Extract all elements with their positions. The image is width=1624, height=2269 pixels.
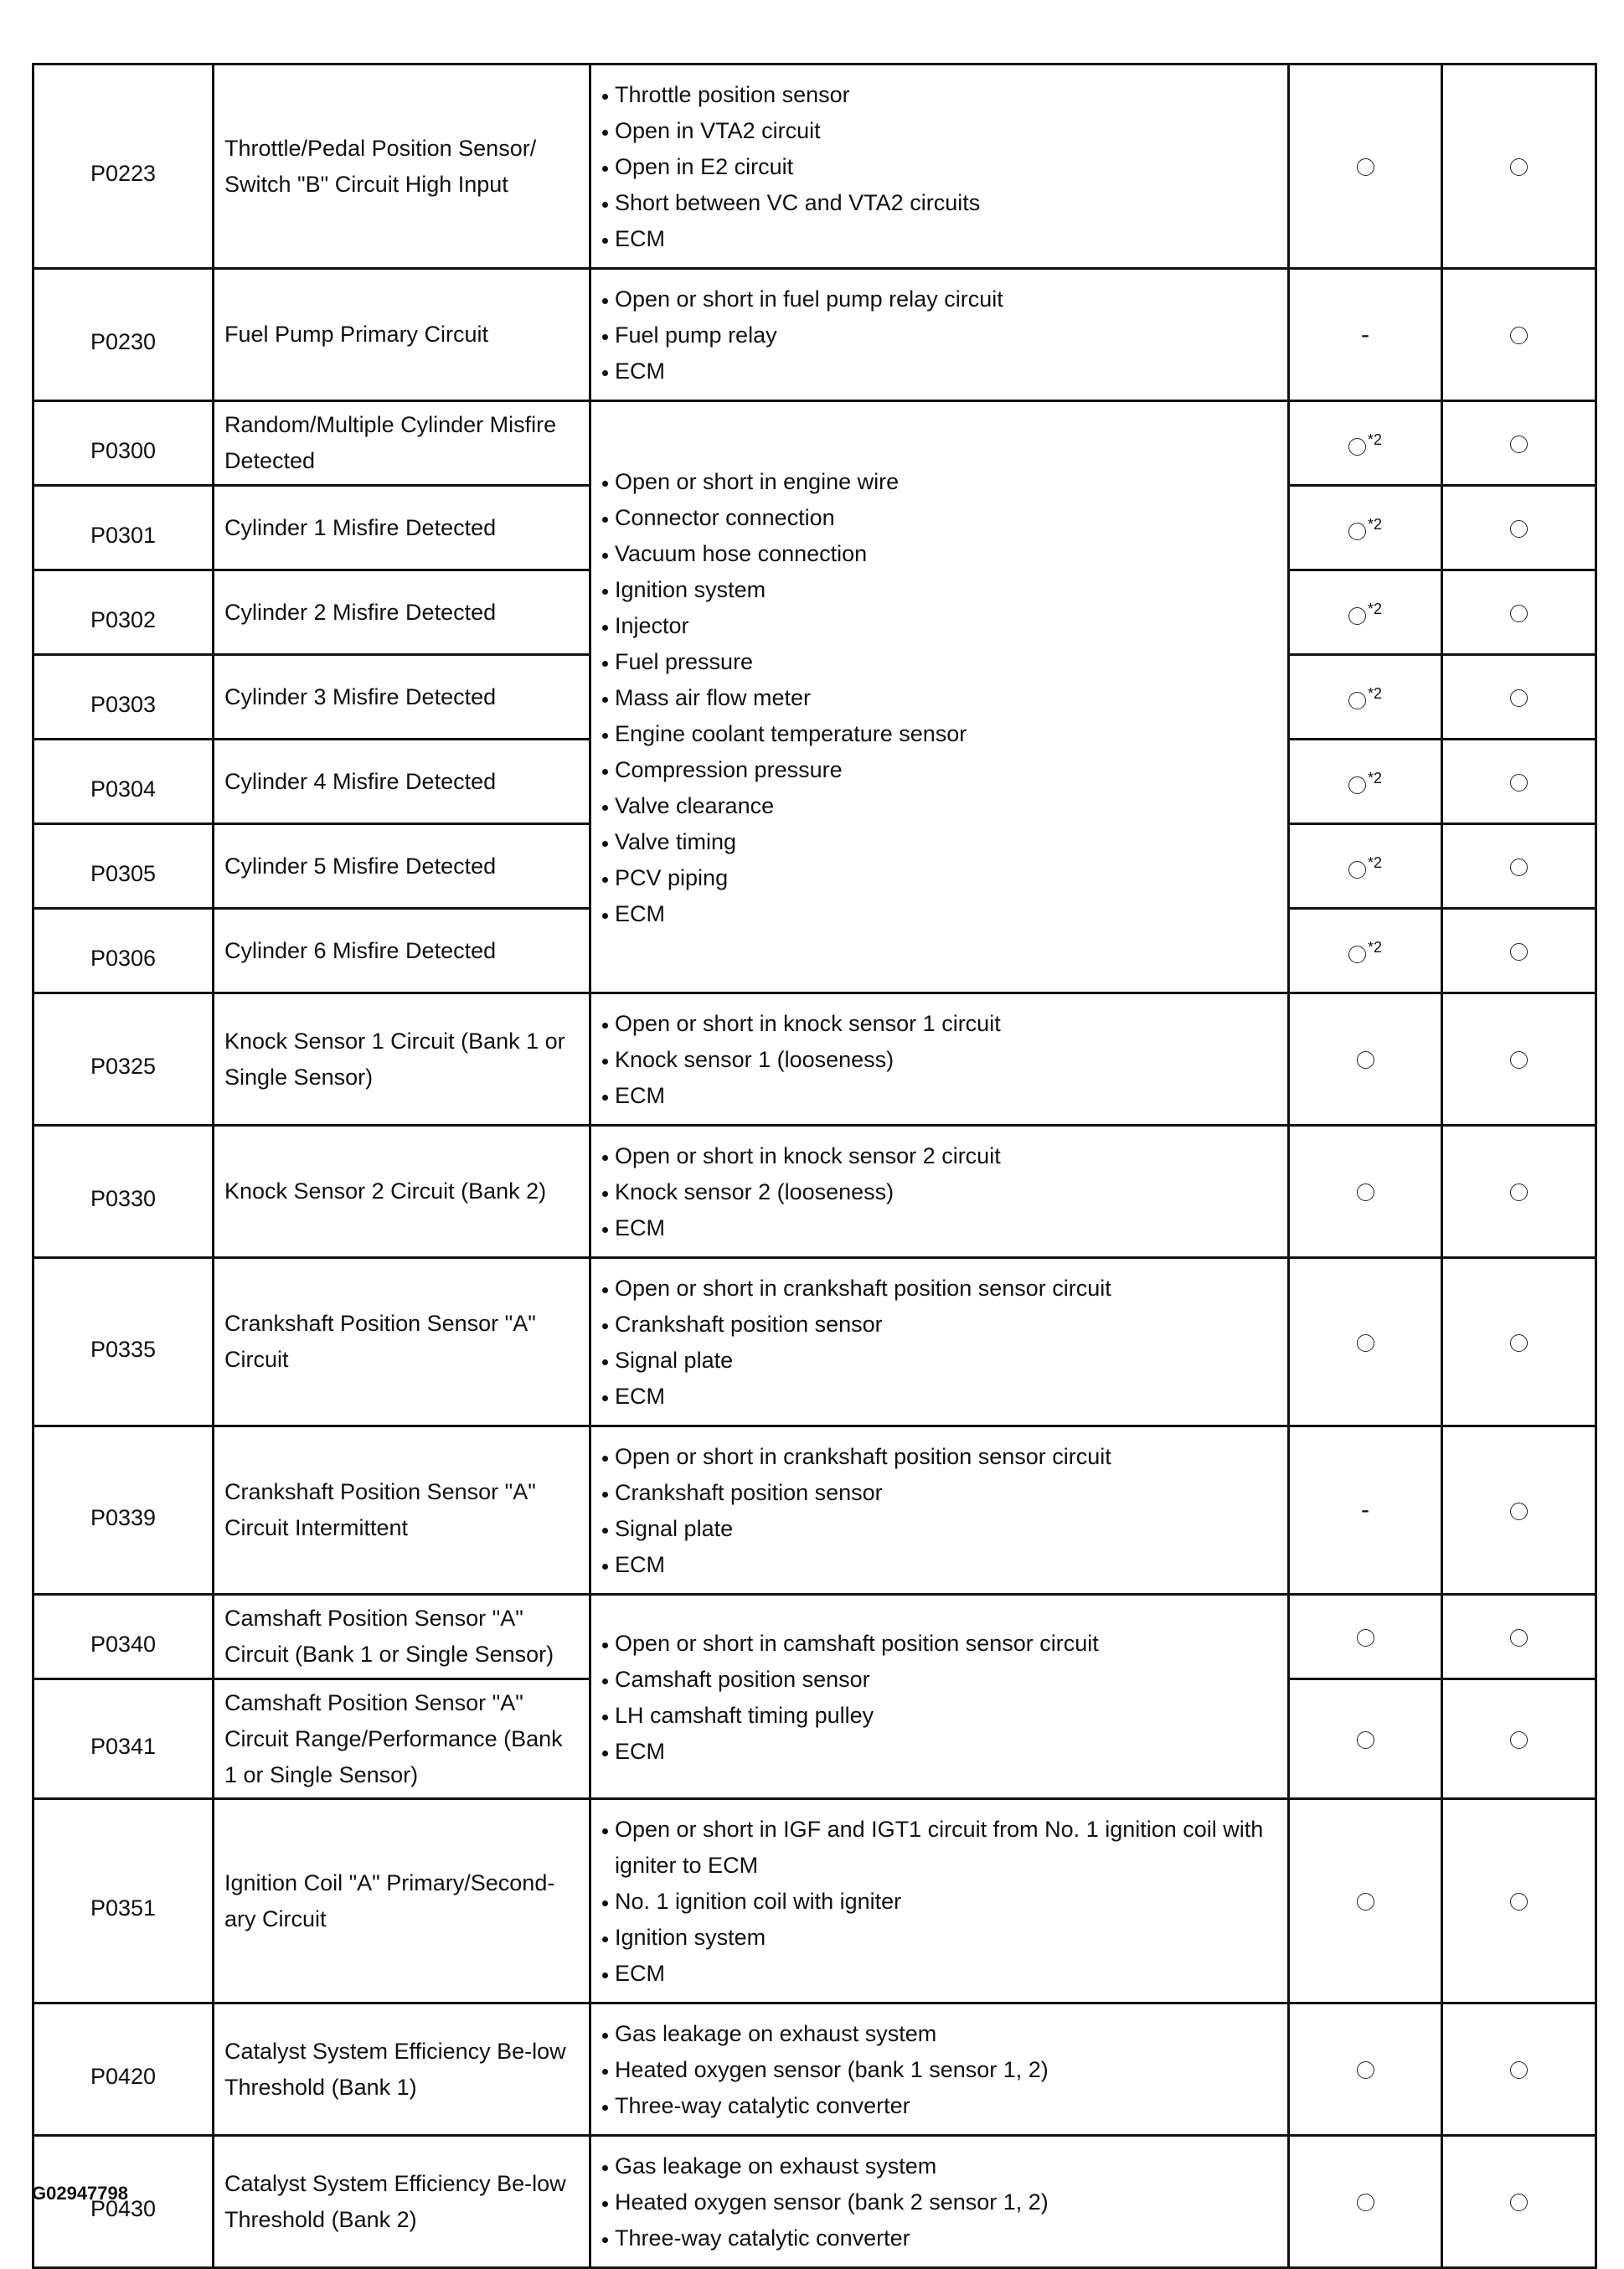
dtc-code: P0301 <box>34 486 214 570</box>
circle-mark-icon <box>1510 1051 1528 1069</box>
cause-item: Three-way catalytic converter <box>600 2088 1279 2124</box>
footnote-marker: *2 <box>1367 601 1382 617</box>
table-row <box>34 1595 1596 1679</box>
cause-item: LH camshaft timing pulley <box>600 1698 1279 1734</box>
dtc-description: Catalyst System Efficiency Be-low Threshold (Bank 2) <box>214 2136 590 2268</box>
cause-item: Short between VC and VTA2 circuits <box>600 185 1279 221</box>
dtc-description: Camshaft Position Sensor "A" Circuit Range/Performance (Bank 1 or Single Sensor) <box>214 1679 590 1799</box>
dtc-description: Crankshaft Position Sensor "A" Circuit Intermittent <box>214 1426 590 1595</box>
footnote-marker: *2 <box>1367 685 1382 702</box>
applicability-mark-1 <box>1289 909 1442 993</box>
cause-list <box>600 2148 1279 2256</box>
cause-item: ECM <box>600 896 1279 932</box>
cause-item: Valve clearance <box>600 788 1279 824</box>
cause-item: Open or short in fuel pump relay circuit <box>600 281 1279 317</box>
applicability-mark-2 <box>1442 740 1596 824</box>
applicability-mark-2 <box>1442 909 1596 993</box>
cause-item: Fuel pump relay <box>600 317 1279 353</box>
dtc-code: P0420 <box>34 2003 214 2136</box>
table-row <box>34 993 1596 1126</box>
cause-item: Gas leakage on exhaust system <box>600 2148 1279 2184</box>
applicability-mark-2 <box>1442 655 1596 740</box>
circle-mark-icon <box>1510 689 1528 707</box>
table-row <box>34 1426 1596 1595</box>
cause-item: Injector <box>600 608 1279 644</box>
applicability-mark-1 <box>1289 2136 1442 2268</box>
cause-list <box>600 77 1279 257</box>
cause-item: Crankshaft position sensor <box>600 1475 1279 1511</box>
footnote-marker: *2 <box>1367 854 1382 871</box>
circle-mark-icon <box>1510 2061 1528 2079</box>
applicability-mark-2 <box>1442 269 1596 401</box>
dtc-description: Cylinder 3 Misfire Detected <box>214 655 590 740</box>
dtc-description: Random/Multiple Cylinder Misfire Detected <box>214 401 590 486</box>
dtc-table <box>32 63 1597 2269</box>
applicability-mark-1 <box>1289 1126 1442 1258</box>
dtc-description: Knock Sensor 1 Circuit (Bank 1 or Single Sensor) <box>214 993 590 1126</box>
cause-item: No. 1 ignition coil with igniter <box>600 1884 1279 1920</box>
applicability-mark-2 <box>1442 824 1596 909</box>
circle-mark-icon <box>1510 943 1528 961</box>
trouble-area <box>590 1426 1289 1595</box>
trouble-area <box>590 1799 1289 2003</box>
dtc-code: P0306 <box>34 909 214 993</box>
dtc-description: Cylinder 2 Misfire Detected <box>214 570 590 655</box>
cause-item: Valve timing <box>600 824 1279 860</box>
circle-mark-icon <box>1348 438 1366 456</box>
dtc-code: P0351 <box>34 1799 214 2003</box>
cause-item: Ignition system <box>600 1920 1279 1956</box>
applicability-mark-2 <box>1442 993 1596 1126</box>
applicability-mark-2 <box>1442 1679 1596 1799</box>
dtc-code: P0304 <box>34 740 214 824</box>
cause-item: Three-way catalytic converter <box>600 2220 1279 2256</box>
dtc-description: Throttle/Pedal Position Sensor/ Switch "B" Circuit High Input <box>214 64 590 269</box>
applicability-mark-2 <box>1442 401 1596 486</box>
cause-item: Open or short in IGF and IGT1 circuit from No. 1 ignition coil with igniter to ECM <box>600 1812 1279 1884</box>
cause-item: Signal plate <box>600 1343 1279 1379</box>
table-row <box>34 64 1596 269</box>
circle-mark-icon <box>1510 1629 1528 1647</box>
applicability-mark-2 <box>1442 486 1596 570</box>
cause-item: ECM <box>600 1956 1279 1992</box>
trouble-area <box>590 993 1289 1126</box>
circle-mark-icon <box>1510 2194 1528 2211</box>
applicability-mark-1 <box>1289 269 1442 401</box>
applicability-mark-1 <box>1289 64 1442 269</box>
trouble-area <box>590 269 1289 401</box>
applicability-mark-2 <box>1442 2136 1596 2268</box>
circle-mark-icon <box>1510 1334 1528 1352</box>
applicability-mark-1 <box>1289 1799 1442 2003</box>
cause-list <box>600 1271 1279 1415</box>
circle-mark-icon <box>1357 2194 1374 2211</box>
cause-item: Open or short in crankshaft position sensor circuit <box>600 1271 1279 1307</box>
table-row <box>34 2003 1596 2136</box>
dtc-code: P0340 <box>34 1595 214 1679</box>
dtc-code: P0223 <box>34 64 214 269</box>
circle-mark-icon <box>1357 1183 1374 1201</box>
cause-item: Knock sensor 1 (looseness) <box>600 1042 1279 1078</box>
cause-list <box>600 2016 1279 2124</box>
cause-item: Vacuum hose connection <box>600 536 1279 572</box>
cause-item: ECM <box>600 1379 1279 1415</box>
applicability-mark-1 <box>1289 993 1442 1126</box>
dtc-description: Cylinder 6 Misfire Detected <box>214 909 590 993</box>
applicability-mark-1 <box>1289 570 1442 655</box>
circle-mark-icon <box>1348 607 1366 625</box>
table-row <box>34 1799 1596 2003</box>
applicability-mark-2 <box>1442 1426 1596 1595</box>
cause-item: Connector connection <box>600 500 1279 536</box>
circle-mark-icon <box>1357 1629 1374 1647</box>
applicability-mark-1 <box>1289 486 1442 570</box>
dtc-code: P0339 <box>34 1426 214 1595</box>
cause-item: Heated oxygen sensor (bank 1 sensor 1, 2) <box>600 2052 1279 2088</box>
dtc-description: Cylinder 1 Misfire Detected <box>214 486 590 570</box>
cause-list <box>600 1626 1279 1770</box>
cause-item: ECM <box>600 1210 1279 1246</box>
cause-item: ECM <box>600 1547 1279 1583</box>
dtc-code: P0305 <box>34 824 214 909</box>
applicability-mark-2 <box>1442 1258 1596 1426</box>
applicability-mark-2 <box>1442 1799 1596 2003</box>
footnote-marker: *2 <box>1367 516 1382 533</box>
circle-mark-icon <box>1510 774 1528 792</box>
trouble-area <box>590 1126 1289 1258</box>
trouble-area <box>590 2136 1289 2268</box>
applicability-mark-2 <box>1442 1126 1596 1258</box>
dtc-code: P0300 <box>34 401 214 486</box>
cause-item: Signal plate <box>600 1511 1279 1547</box>
dtc-description: Knock Sensor 2 Circuit (Bank 2) <box>214 1126 590 1258</box>
cause-item: Crankshaft position sensor <box>600 1307 1279 1343</box>
dtc-description: Catalyst System Efficiency Be-low Threshold (Bank 1) <box>214 2003 590 2136</box>
cause-list <box>600 1439 1279 1583</box>
cause-item: ECM <box>600 1734 1279 1770</box>
table-row <box>34 1258 1596 1426</box>
cause-item: Fuel pressure <box>600 644 1279 680</box>
cause-item: Open or short in knock sensor 1 circuit <box>600 1006 1279 1042</box>
footnote-marker: *2 <box>1367 939 1382 956</box>
cause-item: Open in E2 circuit <box>600 149 1279 185</box>
circle-mark-icon <box>1357 1731 1374 1749</box>
applicability-mark-2 <box>1442 64 1596 269</box>
dtc-code: P0330 <box>34 1126 214 1258</box>
cause-item: Knock sensor 2 (looseness) <box>600 1174 1279 1210</box>
circle-mark-icon <box>1510 1893 1528 1911</box>
cause-list <box>600 1812 1279 1992</box>
dtc-description: Ignition Coil "A" Primary/Second-ary Circuit <box>214 1799 590 2003</box>
dtc-description: Fuel Pump Primary Circuit <box>214 269 590 401</box>
circle-mark-icon <box>1510 327 1528 344</box>
applicability-mark-1 <box>1289 2003 1442 2136</box>
applicability-mark-2 <box>1442 2003 1596 2136</box>
table-row <box>34 2136 1596 2268</box>
applicability-mark-1 <box>1289 655 1442 740</box>
cause-item: ECM <box>600 221 1279 257</box>
dtc-description: Cylinder 5 Misfire Detected <box>214 824 590 909</box>
applicability-mark-2 <box>1442 1595 1596 1679</box>
dtc-code: P0325 <box>34 993 214 1126</box>
trouble-area <box>590 1258 1289 1426</box>
circle-mark-icon <box>1348 946 1366 963</box>
cause-list <box>600 1006 1279 1114</box>
figure-id: G02947798 <box>32 2183 128 2204</box>
cause-item: Mass air flow meter <box>600 680 1279 716</box>
circle-mark-icon <box>1357 1051 1374 1069</box>
cause-item: Heated oxygen sensor (bank 2 sensor 1, 2) <box>600 2184 1279 2220</box>
circle-mark-icon <box>1510 436 1528 453</box>
circle-mark-icon <box>1357 2061 1374 2079</box>
dtc-description: Camshaft Position Sensor "A" Circuit (Bank 1 or Single Sensor) <box>214 1595 590 1679</box>
circle-mark-icon <box>1510 1183 1528 1201</box>
cause-item: Open or short in camshaft position sensor circuit <box>600 1626 1279 1662</box>
circle-mark-icon <box>1348 861 1366 879</box>
cause-item: ECM <box>600 353 1279 389</box>
cause-list <box>600 281 1279 389</box>
dtc-code: P0302 <box>34 570 214 655</box>
trouble-area <box>590 1595 1289 1799</box>
applicability-mark-1 <box>1289 401 1442 486</box>
applicability-mark-1 <box>1289 1258 1442 1426</box>
cause-item: ECM <box>600 1078 1279 1114</box>
cause-item: PCV piping <box>600 860 1279 896</box>
applicability-mark-2 <box>1442 570 1596 655</box>
table-row <box>34 1126 1596 1258</box>
trouble-area <box>590 401 1289 993</box>
cause-item: Ignition system <box>600 572 1279 608</box>
dtc-description: Cylinder 4 Misfire Detected <box>214 740 590 824</box>
dtc-description: Crankshaft Position Sensor "A" Circuit <box>214 1258 590 1426</box>
cause-item: Open or short in knock sensor 2 circuit <box>600 1138 1279 1174</box>
cause-item: Throttle position sensor <box>600 77 1279 113</box>
applicability-mark-1 <box>1289 1426 1442 1595</box>
applicability-mark-1 <box>1289 1595 1442 1679</box>
circle-mark-icon <box>1510 1503 1528 1520</box>
cause-item: Gas leakage on exhaust system <box>600 2016 1279 2052</box>
cause-list <box>600 1138 1279 1246</box>
dtc-code: P0230 <box>34 269 214 401</box>
circle-mark-icon <box>1357 158 1374 176</box>
dtc-table-body <box>34 64 1596 2268</box>
circle-mark-icon <box>1510 1731 1528 1749</box>
circle-mark-icon <box>1510 158 1528 176</box>
applicability-mark-1 <box>1289 740 1442 824</box>
dtc-code: P0335 <box>34 1258 214 1426</box>
cause-item: Open or short in crankshaft position sensor circuit <box>600 1439 1279 1475</box>
cause-item: Open in VTA2 circuit <box>600 113 1279 149</box>
circle-mark-icon <box>1348 692 1366 709</box>
table-row <box>34 269 1596 401</box>
dash-mark: - <box>1361 1496 1369 1524</box>
circle-mark-icon <box>1357 1893 1374 1911</box>
footnote-marker: *2 <box>1367 431 1382 448</box>
table-row <box>34 401 1596 486</box>
footnote-marker: *2 <box>1367 770 1382 786</box>
circle-mark-icon <box>1348 523 1366 540</box>
cause-item: Open or short in engine wire <box>600 464 1279 500</box>
dash-mark: - <box>1361 320 1369 348</box>
trouble-area <box>590 64 1289 269</box>
cause-list <box>600 464 1279 932</box>
circle-mark-icon <box>1348 776 1366 794</box>
dtc-code: P0341 <box>34 1679 214 1799</box>
circle-mark-icon <box>1510 520 1528 538</box>
trouble-area <box>590 2003 1289 2136</box>
circle-mark-icon <box>1510 859 1528 876</box>
cause-item: Compression pressure <box>600 752 1279 788</box>
dtc-code: P0430 <box>34 2136 214 2268</box>
circle-mark-icon <box>1357 1334 1374 1352</box>
cause-item: Camshaft position sensor <box>600 1662 1279 1698</box>
applicability-mark-1 <box>1289 1679 1442 1799</box>
applicability-mark-1 <box>1289 824 1442 909</box>
dtc-code: P0303 <box>34 655 214 740</box>
circle-mark-icon <box>1510 605 1528 622</box>
cause-item: Engine coolant temperature sensor <box>600 716 1279 752</box>
